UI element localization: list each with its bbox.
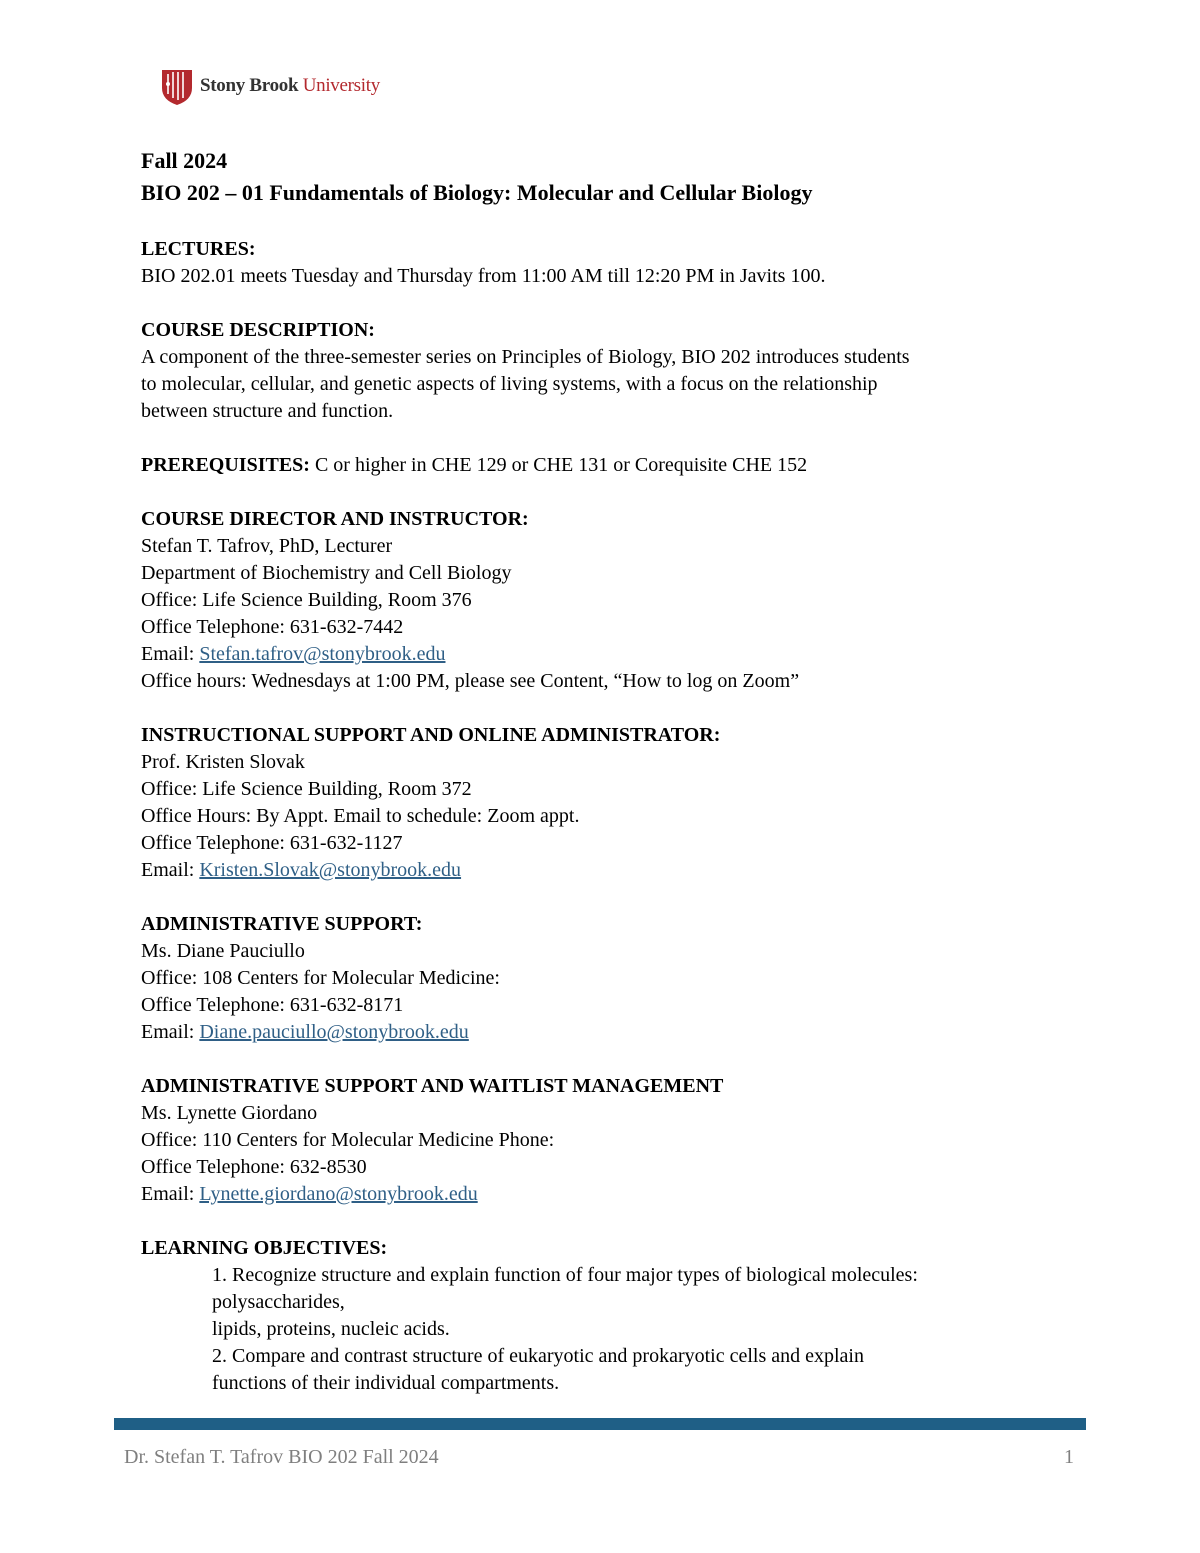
- director-line: Office: Life Science Building, Room 376: [141, 589, 472, 611]
- lectures-heading: LECTURES:: [141, 238, 256, 260]
- footer-text: Dr. Stefan T. Tafrov BIO 202 Fall 2024: [124, 1446, 439, 1468]
- admin-email-row: [141, 1019, 1091, 1046]
- waitlist-email-link[interactable]: Lynette.giordano@stonybrook.edu: [199, 1183, 478, 1205]
- objective-line: functions of their individual compartments.: [212, 1372, 560, 1394]
- page-number: 1: [1064, 1446, 1074, 1468]
- lectures-text: BIO 202.01 meets Tuesday and Thursday from 11:00 AM till 12:20 PM in Javits 100.: [141, 265, 826, 287]
- director-line: Office Telephone: 631-632-7442: [141, 616, 404, 638]
- admin-line: Ms. Diane Pauciullo: [141, 940, 305, 962]
- course-title: BIO 202 – 01 Fundamentals of Biology: Molecular and Cellular Biology: [141, 180, 813, 205]
- description-line: between structure and function.: [141, 400, 394, 422]
- footer-divider: [114, 1418, 1086, 1430]
- prerequisites-row: [141, 452, 1091, 479]
- objective-line: 2. Compare and contrast structure of eukaryotic and prokaryotic cells and explain: [212, 1345, 864, 1367]
- email-label: Email:: [141, 1183, 200, 1205]
- objective-line: lipids, proteins, nucleic acids.: [212, 1318, 450, 1340]
- objective-line: 1. Recognize structure and explain function of four major types of biological molecules:: [212, 1264, 918, 1286]
- admin-line: Office: 108 Centers for Molecular Medicine:: [141, 967, 500, 989]
- description-line: A component of the three-semester series on Principles of Biology, BIO 202 introduces students: [141, 346, 910, 368]
- email-label: Email:: [141, 859, 200, 881]
- waitlist-heading: ADMINISTRATIVE SUPPORT AND WAITLIST MANAGEMENT: [141, 1075, 724, 1097]
- admin-heading: ADMINISTRATIVE SUPPORT:: [141, 913, 423, 935]
- email-label: Email:: [141, 1021, 200, 1043]
- term-title: Fall 2024: [141, 148, 228, 173]
- support-line: Prof. Kristen Slovak: [141, 751, 305, 773]
- waitlist-line: Office: 110 Centers for Molecular Medicine Phone:: [141, 1129, 555, 1151]
- waitlist-line: Ms. Lynette Giordano: [141, 1102, 318, 1124]
- support-email-row: [141, 857, 1091, 884]
- waitlist-email-row: [141, 1181, 1091, 1208]
- support-line: Office: Life Science Building, Room 372: [141, 778, 472, 800]
- support-email-link[interactable]: Kristen.Slovak@stonybrook.edu: [199, 859, 462, 881]
- director-line: Department of Biochemistry and Cell Biology: [141, 562, 512, 584]
- waitlist-line: Office Telephone: 632-8530: [141, 1156, 367, 1178]
- admin-email-link[interactable]: Diane.pauciullo@stonybrook.edu: [199, 1021, 469, 1043]
- admin-line: Office Telephone: 631-632-8171: [141, 994, 404, 1016]
- logo-wordmark: [200, 75, 380, 97]
- prerequisites-heading: PREREQUISITES:: [141, 454, 310, 476]
- objectives-heading: LEARNING OBJECTIVES:: [141, 1237, 388, 1259]
- logo-brand: Stony Brook: [200, 75, 299, 96]
- shield-icon: [160, 66, 194, 106]
- support-line: Office Telephone: 631-632-1127: [141, 832, 403, 854]
- logo-brand-suffix: University: [302, 75, 380, 96]
- description-heading: COURSE DESCRIPTION:: [141, 319, 375, 341]
- objective-line: polysaccharides,: [212, 1291, 345, 1313]
- university-logo: [160, 66, 380, 106]
- director-email-link[interactable]: Stefan.tafrov@stonybrook.edu: [199, 643, 446, 665]
- director-email-row: [141, 641, 1091, 668]
- description-line: to molecular, cellular, and genetic aspects of living systems, with a focus on the relationship: [141, 373, 878, 395]
- support-heading: INSTRUCTIONAL SUPPORT AND ONLINE ADMINISTRATOR:: [141, 724, 721, 746]
- director-office-hours: Office hours: Wednesdays at 1:00 PM, please see Content, “How to log on Zoom”: [141, 670, 800, 692]
- email-label: Email:: [141, 643, 200, 665]
- director-line: Stefan T. Tafrov, PhD, Lecturer: [141, 535, 393, 557]
- document-body: [141, 145, 1091, 1397]
- prerequisites-text: C or higher in CHE 129 or CHE 131 or Corequisite CHE 152: [314, 454, 808, 476]
- support-line: Office Hours: By Appt. Email to schedule: Zoom appt.: [141, 805, 580, 827]
- director-heading: COURSE DIRECTOR AND INSTRUCTOR:: [141, 508, 529, 530]
